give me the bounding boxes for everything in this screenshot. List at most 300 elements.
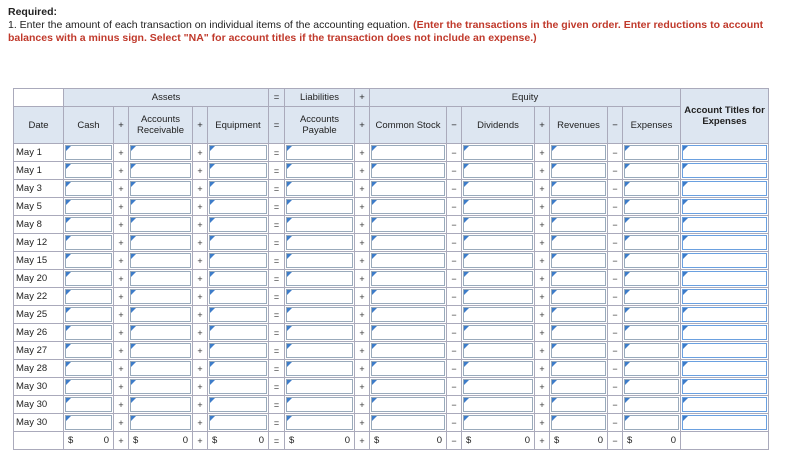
input-box[interactable] bbox=[65, 307, 112, 322]
input-box[interactable] bbox=[551, 415, 606, 430]
dividends-input[interactable] bbox=[462, 216, 535, 234]
input-box[interactable] bbox=[551, 397, 606, 412]
account-title-select[interactable] bbox=[681, 414, 769, 432]
common-stock-input[interactable] bbox=[370, 324, 447, 342]
common-stock-input[interactable] bbox=[370, 180, 447, 198]
expenses-input[interactable] bbox=[623, 396, 681, 414]
accounts-payable-input[interactable] bbox=[285, 324, 355, 342]
input-box[interactable] bbox=[551, 325, 606, 340]
cash-input[interactable] bbox=[64, 288, 114, 306]
input-box[interactable] bbox=[286, 163, 353, 178]
input-box[interactable] bbox=[65, 271, 112, 286]
input-box[interactable] bbox=[209, 163, 267, 178]
input-box[interactable] bbox=[551, 361, 606, 376]
accounts-receivable-input[interactable] bbox=[129, 180, 193, 198]
input-box[interactable] bbox=[65, 361, 112, 376]
transaction-row bbox=[14, 342, 769, 360]
revenues-input[interactable] bbox=[550, 216, 608, 234]
equipment-input[interactable] bbox=[208, 396, 269, 414]
expenses-input[interactable] bbox=[623, 306, 681, 324]
input-box[interactable] bbox=[624, 361, 679, 376]
input-box[interactable] bbox=[624, 145, 679, 160]
input-box[interactable] bbox=[371, 307, 445, 322]
input-box[interactable] bbox=[286, 361, 353, 376]
accounts-receivable-input[interactable] bbox=[129, 396, 193, 414]
common-stock-input[interactable] bbox=[370, 306, 447, 324]
dividends-input[interactable] bbox=[462, 180, 535, 198]
select-box[interactable] bbox=[682, 145, 767, 160]
input-box[interactable] bbox=[130, 199, 191, 214]
accounts-receivable-input[interactable] bbox=[129, 378, 193, 396]
input-box[interactable] bbox=[624, 397, 679, 412]
dividends-input[interactable] bbox=[462, 414, 535, 432]
accounts-payable-input[interactable] bbox=[285, 180, 355, 198]
cash-input[interactable] bbox=[64, 414, 114, 432]
input-box[interactable] bbox=[551, 145, 606, 160]
input-box[interactable] bbox=[463, 307, 533, 322]
input-box[interactable] bbox=[65, 163, 112, 178]
revenues-input[interactable] bbox=[550, 234, 608, 252]
input-box[interactable] bbox=[463, 181, 533, 196]
revenues-input[interactable] bbox=[550, 198, 608, 216]
equipment-input[interactable] bbox=[208, 414, 269, 432]
expenses-input[interactable] bbox=[623, 180, 681, 198]
input-box[interactable] bbox=[463, 199, 533, 214]
common-stock-input[interactable] bbox=[370, 162, 447, 180]
accounts-payable-input[interactable] bbox=[285, 414, 355, 432]
common-stock-input[interactable] bbox=[370, 414, 447, 432]
input-box[interactable] bbox=[130, 397, 191, 412]
input-box[interactable] bbox=[371, 163, 445, 178]
accounts-receivable-input[interactable] bbox=[129, 252, 193, 270]
dividends-input[interactable] bbox=[462, 396, 535, 414]
equipment-input[interactable] bbox=[208, 180, 269, 198]
input-box[interactable] bbox=[65, 289, 112, 304]
account-title-select[interactable] bbox=[681, 396, 769, 414]
revenues-input[interactable] bbox=[550, 288, 608, 306]
input-box[interactable] bbox=[209, 199, 267, 214]
revenues-input[interactable] bbox=[550, 360, 608, 378]
input-box[interactable] bbox=[551, 217, 606, 232]
input-box[interactable] bbox=[463, 325, 533, 340]
input-box[interactable] bbox=[209, 343, 267, 358]
equipment-input[interactable] bbox=[208, 234, 269, 252]
operator-sign: + bbox=[355, 306, 370, 324]
accounts-receivable-input[interactable] bbox=[129, 216, 193, 234]
input-box[interactable] bbox=[551, 307, 606, 322]
input-box[interactable] bbox=[65, 253, 112, 268]
accounts-payable-input[interactable] bbox=[285, 342, 355, 360]
expenses-input[interactable] bbox=[623, 360, 681, 378]
dividends-input[interactable] bbox=[462, 234, 535, 252]
dividends-input[interactable] bbox=[462, 144, 535, 162]
input-box[interactable] bbox=[371, 235, 445, 250]
input-box[interactable] bbox=[130, 271, 191, 286]
input-box[interactable] bbox=[551, 253, 606, 268]
select-box[interactable] bbox=[682, 163, 767, 178]
input-box[interactable] bbox=[624, 199, 679, 214]
select-box[interactable] bbox=[682, 253, 767, 268]
accounts-receivable-input[interactable] bbox=[129, 144, 193, 162]
input-box[interactable] bbox=[463, 379, 533, 394]
input-box[interactable] bbox=[130, 343, 191, 358]
expenses-input[interactable] bbox=[623, 378, 681, 396]
operator-sign: − bbox=[447, 144, 462, 162]
account-title-select[interactable] bbox=[681, 270, 769, 288]
input-box[interactable] bbox=[463, 253, 533, 268]
input-box[interactable] bbox=[371, 397, 445, 412]
operator-sign: = bbox=[269, 414, 285, 432]
equipment-input[interactable] bbox=[208, 162, 269, 180]
input-box[interactable] bbox=[209, 181, 267, 196]
operator-sign: + bbox=[535, 288, 550, 306]
input-box[interactable] bbox=[463, 217, 533, 232]
input-box[interactable] bbox=[624, 181, 679, 196]
input-box[interactable] bbox=[65, 145, 112, 160]
input-box[interactable] bbox=[371, 289, 445, 304]
input-box[interactable] bbox=[371, 415, 445, 430]
revenues-input[interactable] bbox=[550, 180, 608, 198]
account-title-select[interactable] bbox=[681, 180, 769, 198]
dividends-input[interactable] bbox=[462, 342, 535, 360]
expenses-input[interactable] bbox=[623, 288, 681, 306]
input-box[interactable] bbox=[209, 217, 267, 232]
select-box[interactable] bbox=[682, 379, 767, 394]
input-box[interactable] bbox=[371, 271, 445, 286]
select-box[interactable] bbox=[682, 325, 767, 340]
input-box[interactable] bbox=[65, 397, 112, 412]
select-box[interactable] bbox=[682, 217, 767, 232]
expenses-input[interactable] bbox=[623, 144, 681, 162]
accounts-payable-input[interactable] bbox=[285, 162, 355, 180]
account-title-select[interactable] bbox=[681, 144, 769, 162]
input-box[interactable] bbox=[130, 325, 191, 340]
input-box[interactable] bbox=[624, 163, 679, 178]
input-box[interactable] bbox=[463, 343, 533, 358]
input-box[interactable] bbox=[130, 253, 191, 268]
instruction-note: (Enter the transactions in the given order. Enter reductions to account balances with a minus sign. Select "NA" for account titles if the transaction does not include an expense.) bbox=[8, 19, 764, 44]
input-box[interactable] bbox=[209, 415, 267, 430]
accounts-payable-input[interactable] bbox=[285, 270, 355, 288]
equipment-input[interactable] bbox=[208, 216, 269, 234]
input-box[interactable] bbox=[624, 289, 679, 304]
cash-input[interactable] bbox=[64, 396, 114, 414]
input-box[interactable] bbox=[65, 343, 112, 358]
cash-input[interactable] bbox=[64, 324, 114, 342]
account-title-select[interactable] bbox=[681, 360, 769, 378]
expenses-input[interactable] bbox=[623, 216, 681, 234]
cash-input[interactable] bbox=[64, 270, 114, 288]
input-box[interactable] bbox=[209, 379, 267, 394]
input-box[interactable] bbox=[209, 397, 267, 412]
input-box[interactable] bbox=[286, 145, 353, 160]
dividends-input[interactable] bbox=[462, 252, 535, 270]
input-box[interactable] bbox=[130, 217, 191, 232]
accounts-payable-input[interactable] bbox=[285, 306, 355, 324]
input-box[interactable] bbox=[371, 217, 445, 232]
expenses-input[interactable] bbox=[623, 324, 681, 342]
equipment-input[interactable] bbox=[208, 288, 269, 306]
revenues-input[interactable] bbox=[550, 270, 608, 288]
common-stock-input[interactable] bbox=[370, 198, 447, 216]
revenues-input[interactable] bbox=[550, 342, 608, 360]
input-box[interactable] bbox=[624, 253, 679, 268]
input-box[interactable] bbox=[624, 307, 679, 322]
input-box[interactable] bbox=[624, 271, 679, 286]
input-box[interactable] bbox=[65, 217, 112, 232]
input-box[interactable] bbox=[209, 361, 267, 376]
input-box[interactable] bbox=[130, 145, 191, 160]
accounts-payable-input[interactable] bbox=[285, 144, 355, 162]
input-box[interactable] bbox=[371, 181, 445, 196]
equipment-input[interactable] bbox=[208, 144, 269, 162]
input-box[interactable] bbox=[286, 325, 353, 340]
account-title-select[interactable] bbox=[681, 216, 769, 234]
account-title-select[interactable] bbox=[681, 306, 769, 324]
input-box[interactable] bbox=[551, 163, 606, 178]
equipment-input[interactable] bbox=[208, 324, 269, 342]
dividends-input[interactable] bbox=[462, 288, 535, 306]
input-box[interactable] bbox=[551, 235, 606, 250]
expenses-input[interactable] bbox=[623, 342, 681, 360]
input-box[interactable] bbox=[463, 163, 533, 178]
expenses-input[interactable] bbox=[623, 198, 681, 216]
revenues-input[interactable] bbox=[550, 252, 608, 270]
input-box[interactable] bbox=[130, 235, 191, 250]
input-box[interactable] bbox=[286, 415, 353, 430]
input-box[interactable] bbox=[463, 271, 533, 286]
common-stock-input[interactable] bbox=[370, 360, 447, 378]
equipment-input[interactable] bbox=[208, 198, 269, 216]
input-box[interactable] bbox=[130, 289, 191, 304]
common-stock-input[interactable] bbox=[370, 378, 447, 396]
accounts-payable-input[interactable] bbox=[285, 252, 355, 270]
expenses-input[interactable] bbox=[623, 252, 681, 270]
cash-input[interactable] bbox=[64, 198, 114, 216]
revenues-input[interactable] bbox=[550, 144, 608, 162]
cash-input[interactable] bbox=[64, 342, 114, 360]
accounts-payable-input[interactable] bbox=[285, 378, 355, 396]
expenses-input[interactable] bbox=[623, 234, 681, 252]
account-title-select[interactable] bbox=[681, 198, 769, 216]
input-box[interactable] bbox=[624, 415, 679, 430]
input-box[interactable] bbox=[286, 217, 353, 232]
total-op: + bbox=[355, 432, 370, 450]
select-box[interactable] bbox=[682, 181, 767, 196]
dividends-input[interactable] bbox=[462, 324, 535, 342]
accounts-receivable-input[interactable] bbox=[129, 162, 193, 180]
input-box[interactable] bbox=[209, 307, 267, 322]
dividends-input[interactable] bbox=[462, 162, 535, 180]
common-stock-input[interactable] bbox=[370, 288, 447, 306]
revenues-input[interactable] bbox=[550, 324, 608, 342]
select-box[interactable] bbox=[682, 397, 767, 412]
accounts-receivable-input[interactable] bbox=[129, 198, 193, 216]
input-box[interactable] bbox=[209, 253, 267, 268]
input-box[interactable] bbox=[371, 361, 445, 376]
account-title-select[interactable] bbox=[681, 342, 769, 360]
input-box[interactable] bbox=[130, 379, 191, 394]
dividends-input[interactable] bbox=[462, 360, 535, 378]
input-box[interactable] bbox=[551, 181, 606, 196]
dividends-input[interactable] bbox=[462, 198, 535, 216]
common-stock-input[interactable] bbox=[370, 396, 447, 414]
account-title-select[interactable] bbox=[681, 288, 769, 306]
input-box[interactable] bbox=[65, 181, 112, 196]
select-box[interactable] bbox=[682, 199, 767, 214]
revenues-input[interactable] bbox=[550, 378, 608, 396]
select-box[interactable] bbox=[682, 307, 767, 322]
accounts-receivable-input[interactable] bbox=[129, 414, 193, 432]
expenses-input[interactable] bbox=[623, 414, 681, 432]
select-box[interactable] bbox=[682, 361, 767, 376]
cash-input[interactable] bbox=[64, 360, 114, 378]
account-title-select[interactable] bbox=[681, 234, 769, 252]
input-box[interactable] bbox=[286, 397, 353, 412]
input-box[interactable] bbox=[209, 325, 267, 340]
input-box[interactable] bbox=[371, 343, 445, 358]
accounts-receivable-input[interactable] bbox=[129, 306, 193, 324]
input-box[interactable] bbox=[463, 289, 533, 304]
account-title-select[interactable] bbox=[681, 252, 769, 270]
select-box[interactable] bbox=[682, 271, 767, 286]
accounts-payable-input[interactable] bbox=[285, 198, 355, 216]
cash-input[interactable] bbox=[64, 252, 114, 270]
revenues-input[interactable] bbox=[550, 162, 608, 180]
input-box[interactable] bbox=[371, 145, 445, 160]
dividends-input[interactable] bbox=[462, 378, 535, 396]
revenues-input[interactable] bbox=[550, 396, 608, 414]
input-box[interactable] bbox=[65, 415, 112, 430]
accounts-payable-input[interactable] bbox=[285, 288, 355, 306]
operator-sign: + bbox=[114, 378, 129, 396]
input-box[interactable] bbox=[286, 199, 353, 214]
account-title-select[interactable] bbox=[681, 324, 769, 342]
equipment-input[interactable] bbox=[208, 342, 269, 360]
accounts-receivable-input[interactable] bbox=[129, 288, 193, 306]
input-box[interactable] bbox=[209, 271, 267, 286]
input-box[interactable] bbox=[286, 271, 353, 286]
input-box[interactable] bbox=[551, 343, 606, 358]
equipment-input[interactable] bbox=[208, 378, 269, 396]
select-box[interactable] bbox=[682, 343, 767, 358]
input-box[interactable] bbox=[65, 325, 112, 340]
input-box[interactable] bbox=[463, 415, 533, 430]
input-box[interactable] bbox=[65, 235, 112, 250]
input-box[interactable] bbox=[130, 361, 191, 376]
input-box[interactable] bbox=[286, 235, 353, 250]
cash-input[interactable] bbox=[64, 162, 114, 180]
accounts-payable-input[interactable] bbox=[285, 216, 355, 234]
equipment-input[interactable] bbox=[208, 270, 269, 288]
input-box[interactable] bbox=[624, 379, 679, 394]
expenses-input[interactable] bbox=[623, 270, 681, 288]
operator-sign: + bbox=[193, 270, 208, 288]
common-stock-input[interactable] bbox=[370, 252, 447, 270]
equipment-input[interactable] bbox=[208, 306, 269, 324]
revenues-input[interactable] bbox=[550, 414, 608, 432]
accounts-receivable-input[interactable] bbox=[129, 324, 193, 342]
input-box[interactable] bbox=[624, 217, 679, 232]
input-box[interactable] bbox=[209, 145, 267, 160]
accounts-payable-input[interactable] bbox=[285, 396, 355, 414]
common-stock-input[interactable] bbox=[370, 342, 447, 360]
input-box[interactable] bbox=[371, 199, 445, 214]
input-box[interactable] bbox=[551, 289, 606, 304]
equipment-input[interactable] bbox=[208, 252, 269, 270]
cash-input[interactable] bbox=[64, 216, 114, 234]
input-box[interactable] bbox=[624, 235, 679, 250]
account-title-select[interactable] bbox=[681, 378, 769, 396]
input-box[interactable] bbox=[624, 325, 679, 340]
input-box[interactable] bbox=[463, 145, 533, 160]
input-box[interactable] bbox=[65, 199, 112, 214]
cash-input[interactable] bbox=[64, 306, 114, 324]
input-box[interactable] bbox=[286, 289, 353, 304]
input-box[interactable] bbox=[130, 163, 191, 178]
accounts-receivable-input[interactable] bbox=[129, 342, 193, 360]
transaction-row bbox=[14, 288, 769, 306]
cash-input[interactable] bbox=[64, 180, 114, 198]
input-box[interactable] bbox=[209, 235, 267, 250]
revenues-input[interactable] bbox=[550, 306, 608, 324]
input-box[interactable] bbox=[371, 253, 445, 268]
input-box[interactable] bbox=[65, 379, 112, 394]
equipment-input[interactable] bbox=[208, 360, 269, 378]
cash-input[interactable] bbox=[64, 144, 114, 162]
common-stock-input[interactable] bbox=[370, 144, 447, 162]
dividends-input[interactable] bbox=[462, 306, 535, 324]
accounts-receivable-input[interactable] bbox=[129, 234, 193, 252]
input-box[interactable] bbox=[130, 415, 191, 430]
input-box[interactable] bbox=[130, 307, 191, 322]
accounts-payable-input[interactable] bbox=[285, 234, 355, 252]
accounts-receivable-input[interactable] bbox=[129, 270, 193, 288]
transaction-rows bbox=[14, 144, 769, 432]
operator-sign: + bbox=[193, 342, 208, 360]
accounts-receivable-input[interactable] bbox=[129, 360, 193, 378]
input-box[interactable] bbox=[624, 343, 679, 358]
select-box[interactable] bbox=[682, 415, 767, 430]
common-stock-input[interactable] bbox=[370, 216, 447, 234]
input-box[interactable] bbox=[286, 379, 353, 394]
input-box[interactable] bbox=[463, 397, 533, 412]
input-box[interactable] bbox=[209, 289, 267, 304]
input-box[interactable] bbox=[551, 379, 606, 394]
cash-input[interactable] bbox=[64, 234, 114, 252]
cash-input[interactable] bbox=[64, 378, 114, 396]
common-stock-input[interactable] bbox=[370, 234, 447, 252]
input-box[interactable] bbox=[286, 253, 353, 268]
input-box[interactable] bbox=[463, 235, 533, 250]
common-stock-input[interactable] bbox=[370, 270, 447, 288]
expenses-input[interactable] bbox=[623, 162, 681, 180]
select-box[interactable] bbox=[682, 289, 767, 304]
input-box[interactable] bbox=[286, 181, 353, 196]
input-box[interactable] bbox=[551, 271, 606, 286]
input-box[interactable] bbox=[286, 343, 353, 358]
account-title-select[interactable] bbox=[681, 162, 769, 180]
accounts-payable-input[interactable] bbox=[285, 360, 355, 378]
input-box[interactable] bbox=[551, 199, 606, 214]
input-box[interactable] bbox=[371, 379, 445, 394]
input-box[interactable] bbox=[371, 325, 445, 340]
input-box[interactable] bbox=[463, 361, 533, 376]
dividends-input[interactable] bbox=[462, 270, 535, 288]
select-box[interactable] bbox=[682, 235, 767, 250]
input-box[interactable] bbox=[286, 307, 353, 322]
input-box[interactable] bbox=[130, 181, 191, 196]
